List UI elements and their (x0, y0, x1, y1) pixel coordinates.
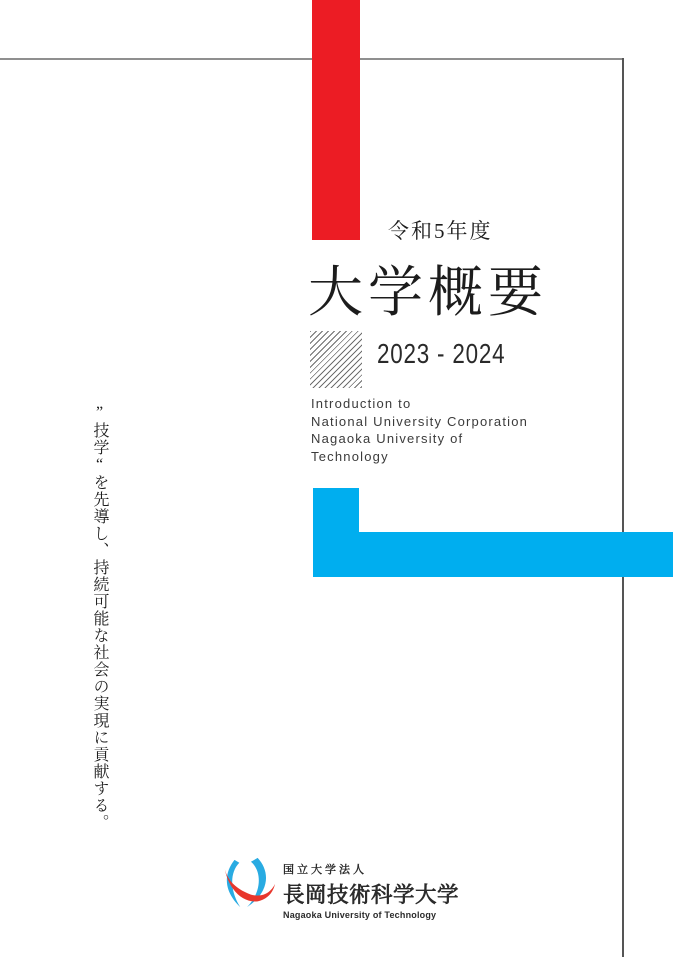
university-name-ja: 長岡技術科学大学 (283, 883, 460, 907)
blue-accent-bar-horizontal (313, 532, 673, 577)
nut-logo-mark-icon (219, 856, 277, 910)
intro-text-block (311, 395, 528, 465)
intro-line: Technology (311, 448, 389, 464)
university-logo-text (283, 861, 459, 920)
intro-line: National University Corporation (311, 413, 529, 429)
cover-title: 大学概要 (308, 262, 549, 323)
vertical-slogan-text: ”技学“を先導し、持続可能な社会の実現に貢献する。 (91, 404, 108, 831)
hatch-pattern-decoration (310, 331, 362, 388)
university-name-en: Nagaoka University of Technology (283, 910, 437, 920)
fiscal-year-label: 令和5年度 (388, 219, 493, 243)
edition-years (377, 338, 537, 370)
corporation-label: 国立大学法人 (283, 864, 367, 876)
intro-line: Nagaoka University of (311, 431, 464, 446)
university-logo (219, 856, 459, 920)
frame-right-line (622, 58, 624, 957)
intro-line: Introduction to (311, 396, 412, 411)
edition-years-text: 2023 - 2024 (377, 338, 506, 369)
red-accent-bar (312, 0, 360, 240)
